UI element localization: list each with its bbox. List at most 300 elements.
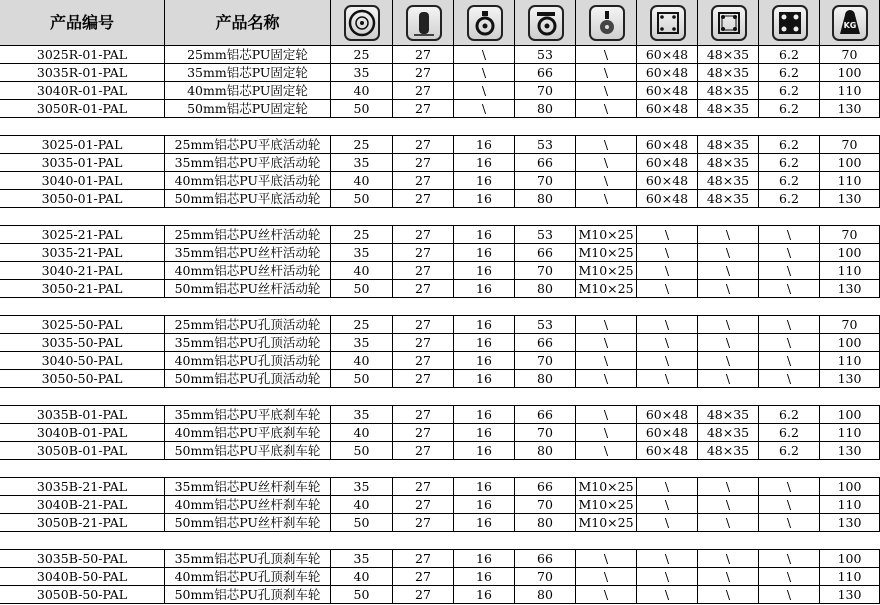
spec-value-cell: 35 xyxy=(331,334,393,352)
spec-value-cell: \ xyxy=(698,226,759,244)
spec-value-cell: 16 xyxy=(454,136,515,154)
spec-value-cell: 60×48 xyxy=(637,424,698,442)
spec-value-cell: 50 xyxy=(331,442,393,460)
spec-value-cell: 16 xyxy=(454,586,515,604)
product-name-cell: 50mm铝芯PU丝杆刹车轮 xyxy=(165,514,331,532)
kg-label: KG xyxy=(843,21,857,30)
spec-value-cell: 16 xyxy=(454,568,515,586)
spec-value-cell: \ xyxy=(454,46,515,64)
spec-value-cell: \ xyxy=(454,64,515,82)
spec-value-cell: 80 xyxy=(515,190,576,208)
product-name-cell: 35mm铝芯PU丝杆刹车轮 xyxy=(165,478,331,496)
spec-value-cell: M10×25 xyxy=(576,280,637,298)
spec-value-cell: \ xyxy=(759,352,820,370)
header-icon-cell xyxy=(637,0,698,46)
product-name-cell: 35mm铝芯PU丝杆活动轮 xyxy=(165,244,331,262)
spec-value-cell: \ xyxy=(759,280,820,298)
spec-value-cell: 53 xyxy=(515,316,576,334)
product-code-cell: 3040-01-PAL xyxy=(0,172,165,190)
spec-value-cell: 35 xyxy=(331,244,393,262)
product-name-cell: 50mm铝芯PU丝杆活动轮 xyxy=(165,280,331,298)
spec-value-cell: 80 xyxy=(515,586,576,604)
spec-value-cell: 6.2 xyxy=(759,154,820,172)
spec-value-cell: \ xyxy=(454,100,515,118)
spec-value-cell: 35 xyxy=(331,478,393,496)
header-icon-cell xyxy=(759,0,820,46)
spec-value-cell: \ xyxy=(637,244,698,262)
spec-value-cell: 80 xyxy=(515,442,576,460)
spec-value-cell: \ xyxy=(576,352,637,370)
spec-value-cell: \ xyxy=(759,334,820,352)
spec-value-cell: 27 xyxy=(393,64,454,82)
spec-value-cell: 27 xyxy=(393,550,454,568)
product-code-cell: 3040-21-PAL xyxy=(0,262,165,280)
header-icon-cell xyxy=(820,0,880,46)
spec-value-cell: 35 xyxy=(331,64,393,82)
spec-value-cell: 130 xyxy=(820,190,880,208)
table-row xyxy=(0,64,880,82)
product-code-cell: 3050R-01-PAL xyxy=(0,100,165,118)
spec-value-cell: 27 xyxy=(393,154,454,172)
spec-value-cell: \ xyxy=(698,550,759,568)
table-row xyxy=(0,172,880,190)
spec-value-cell: 27 xyxy=(393,496,454,514)
spec-value-cell: \ xyxy=(698,568,759,586)
spec-value-cell: \ xyxy=(637,514,698,532)
spec-value-cell: 60×48 xyxy=(637,46,698,64)
spec-value-cell: 27 xyxy=(393,424,454,442)
spec-value-cell: 60×48 xyxy=(637,442,698,460)
spec-value-cell: 16 xyxy=(454,550,515,568)
table-row xyxy=(0,190,880,208)
product-name-cell: 40mm铝芯PU平底活动轮 xyxy=(165,172,331,190)
spec-value-cell: \ xyxy=(637,568,698,586)
spec-value-cell: 16 xyxy=(454,172,515,190)
product-code-cell: 3040-50-PAL xyxy=(0,352,165,370)
spec-value-cell: 80 xyxy=(515,280,576,298)
spec-value-cell: 100 xyxy=(820,244,880,262)
spec-value-cell: \ xyxy=(637,280,698,298)
spec-value-cell: 66 xyxy=(515,64,576,82)
table-row xyxy=(0,136,880,154)
spec-value-cell: 6.2 xyxy=(759,136,820,154)
table-row xyxy=(0,478,880,496)
spec-value-cell: \ xyxy=(576,154,637,172)
spec-value-cell: \ xyxy=(576,370,637,388)
spec-value-cell: 16 xyxy=(454,280,515,298)
spec-value-cell: 40 xyxy=(331,262,393,280)
spec-value-cell: 27 xyxy=(393,352,454,370)
product-code-cell: 3050B-21-PAL xyxy=(0,514,165,532)
spec-value-cell: 27 xyxy=(393,514,454,532)
product-code-cell: 3050B-01-PAL xyxy=(0,442,165,460)
spec-value-cell: \ xyxy=(637,334,698,352)
spec-value-cell: 60×48 xyxy=(637,406,698,424)
bolt-spacing-icon xyxy=(711,5,747,41)
product-name-cell: 40mm铝芯PU孔顶刹车轮 xyxy=(165,568,331,586)
spec-value-cell: \ xyxy=(698,370,759,388)
spec-value-cell: 27 xyxy=(393,316,454,334)
product-code-cell: 3050-21-PAL xyxy=(0,280,165,298)
product-code-cell: 3035R-01-PAL xyxy=(0,64,165,82)
spec-value-cell: 53 xyxy=(515,46,576,64)
spec-value-cell: 16 xyxy=(454,424,515,442)
wheel-diameter-icon xyxy=(344,5,380,41)
mounting-height-icon xyxy=(528,5,564,41)
product-name-cell: 40mm铝芯PU孔顶活动轮 xyxy=(165,352,331,370)
product-name-cell: 40mm铝芯PU丝杆活动轮 xyxy=(165,262,331,280)
spec-value-cell: 16 xyxy=(454,478,515,496)
spec-value-cell: 27 xyxy=(393,334,454,352)
spec-value-cell: 27 xyxy=(393,262,454,280)
table-row xyxy=(0,550,880,568)
spec-value-cell: 60×48 xyxy=(637,64,698,82)
product-code-cell: 3050-01-PAL xyxy=(0,190,165,208)
spec-value-cell: 66 xyxy=(515,406,576,424)
spec-value-cell: 6.2 xyxy=(759,442,820,460)
spec-value-cell: 27 xyxy=(393,82,454,100)
spec-value-cell: 27 xyxy=(393,406,454,424)
spec-value-cell: \ xyxy=(576,136,637,154)
swivel-caster-icon xyxy=(467,5,503,41)
spec-value-cell: \ xyxy=(576,568,637,586)
spec-value-cell: \ xyxy=(576,190,637,208)
spec-value-cell: \ xyxy=(576,586,637,604)
spec-value-cell: 27 xyxy=(393,244,454,262)
header-name-cell xyxy=(165,0,331,46)
product-name-cell: 35mm铝芯PU固定轮 xyxy=(165,64,331,82)
spec-value-cell: 70 xyxy=(820,226,880,244)
spec-value-cell: \ xyxy=(698,244,759,262)
header-icon-cell xyxy=(698,0,759,46)
product-name-cell: 25mm铝芯PU孔顶活动轮 xyxy=(165,316,331,334)
spec-value-cell: 130 xyxy=(820,442,880,460)
spec-value-cell: \ xyxy=(759,496,820,514)
spec-value-cell: \ xyxy=(698,316,759,334)
table-row xyxy=(0,316,880,334)
spec-value-cell: 6.2 xyxy=(759,82,820,100)
spec-value-cell: 6.2 xyxy=(759,172,820,190)
spec-value-cell: \ xyxy=(576,442,637,460)
spec-value-cell: 80 xyxy=(515,370,576,388)
product-code-cell: 3035B-21-PAL xyxy=(0,478,165,496)
spec-value-cell: \ xyxy=(576,334,637,352)
spec-value-cell: 50 xyxy=(331,586,393,604)
product-code-cell: 3040B-01-PAL xyxy=(0,424,165,442)
spec-value-cell: 100 xyxy=(820,478,880,496)
spec-value-cell: 40 xyxy=(331,568,393,586)
spec-value-cell: \ xyxy=(637,226,698,244)
spec-value-cell: 70 xyxy=(515,424,576,442)
table-row xyxy=(0,244,880,262)
table-row xyxy=(0,424,880,442)
spec-value-cell: \ xyxy=(576,550,637,568)
group-spacer xyxy=(0,208,880,226)
spec-value-cell: 16 xyxy=(454,496,515,514)
header-code-cell xyxy=(0,0,165,46)
spec-value-cell: 70 xyxy=(515,496,576,514)
spec-value-cell: 80 xyxy=(515,100,576,118)
spec-value-cell: 130 xyxy=(820,280,880,298)
spec-value-cell: 110 xyxy=(820,352,880,370)
spec-value-cell: \ xyxy=(698,514,759,532)
spec-value-cell: 27 xyxy=(393,46,454,64)
spec-value-cell: 27 xyxy=(393,226,454,244)
table-row xyxy=(0,352,880,370)
spec-value-cell: \ xyxy=(698,586,759,604)
spec-value-cell: 53 xyxy=(515,226,576,244)
spec-value-cell: \ xyxy=(637,478,698,496)
spec-value-cell: \ xyxy=(759,514,820,532)
spec-value-cell: 48×35 xyxy=(698,406,759,424)
product-name-cell: 35mm铝芯PU平底刹车轮 xyxy=(165,406,331,424)
spec-value-cell: 16 xyxy=(454,514,515,532)
spec-value-cell: 48×35 xyxy=(698,64,759,82)
spec-value-cell: 27 xyxy=(393,568,454,586)
spec-value-cell: 50 xyxy=(331,370,393,388)
header-icon-cell xyxy=(576,0,637,46)
spec-value-cell: 70 xyxy=(515,568,576,586)
spec-value-cell: 27 xyxy=(393,280,454,298)
table-row xyxy=(0,514,880,532)
spec-value-cell: 6.2 xyxy=(759,100,820,118)
spec-value-cell: 16 xyxy=(454,406,515,424)
header-icon-cell xyxy=(454,0,515,46)
spec-value-cell: 60×48 xyxy=(637,136,698,154)
spec-value-cell: 70 xyxy=(820,46,880,64)
spec-value-cell: M10×25 xyxy=(576,262,637,280)
spec-value-cell: \ xyxy=(454,82,515,100)
spec-value-cell: 40 xyxy=(331,352,393,370)
product-code-cell: 3050B-50-PAL xyxy=(0,586,165,604)
product-name-cell: 25mm铝芯PU固定轮 xyxy=(165,46,331,64)
spec-value-cell: 40 xyxy=(331,172,393,190)
spec-value-cell: 48×35 xyxy=(698,136,759,154)
spec-value-cell: 48×35 xyxy=(698,190,759,208)
product-code-cell: 3040B-50-PAL xyxy=(0,568,165,586)
spec-value-cell: 35 xyxy=(331,406,393,424)
plate-size-icon xyxy=(650,5,686,41)
spec-value-cell: \ xyxy=(759,226,820,244)
spec-value-cell: 110 xyxy=(820,172,880,190)
spec-value-cell: 16 xyxy=(454,226,515,244)
spec-value-cell: 27 xyxy=(393,172,454,190)
spec-value-cell: 130 xyxy=(820,514,880,532)
spec-value-cell: 27 xyxy=(393,586,454,604)
spec-value-cell: 66 xyxy=(515,244,576,262)
load-capacity-kg-icon xyxy=(832,5,868,41)
spec-value-cell: 48×35 xyxy=(698,82,759,100)
spec-value-cell: \ xyxy=(759,316,820,334)
spec-value-cell: 100 xyxy=(820,64,880,82)
spec-value-cell: 27 xyxy=(393,478,454,496)
spec-value-cell: \ xyxy=(637,496,698,514)
spec-value-cell: 100 xyxy=(820,406,880,424)
spec-value-cell: 110 xyxy=(820,568,880,586)
header-code-label: 产品编号 xyxy=(49,13,114,32)
table-row xyxy=(0,568,880,586)
spec-value-cell: 25 xyxy=(331,46,393,64)
table-row xyxy=(0,82,880,100)
spec-value-cell: \ xyxy=(576,46,637,64)
spec-value-cell: M10×25 xyxy=(576,478,637,496)
spec-value-cell: 48×35 xyxy=(698,442,759,460)
spec-value-cell: 60×48 xyxy=(637,154,698,172)
table-row xyxy=(0,100,880,118)
product-name-cell: 50mm铝芯PU孔顶刹车轮 xyxy=(165,586,331,604)
wheel-width-icon xyxy=(406,5,442,41)
product-code-cell: 3040B-21-PAL xyxy=(0,496,165,514)
spec-value-cell: \ xyxy=(576,64,637,82)
spec-value-cell: 6.2 xyxy=(759,406,820,424)
product-name-cell: 35mm铝芯PU平底活动轮 xyxy=(165,154,331,172)
table-row xyxy=(0,586,880,604)
spec-value-cell: 66 xyxy=(515,478,576,496)
spec-value-cell: 25 xyxy=(331,136,393,154)
spec-value-cell: 70 xyxy=(820,136,880,154)
group-spacer xyxy=(0,388,880,406)
product-name-cell: 50mm铝芯PU平底活动轮 xyxy=(165,190,331,208)
spec-value-cell: 100 xyxy=(820,334,880,352)
spec-value-cell: 50 xyxy=(331,190,393,208)
spec-value-cell: 110 xyxy=(820,496,880,514)
header-icon-cell xyxy=(331,0,393,46)
spec-value-cell: 70 xyxy=(515,172,576,190)
spec-value-cell: 66 xyxy=(515,334,576,352)
spec-value-cell: 130 xyxy=(820,586,880,604)
spec-value-cell: 50 xyxy=(331,514,393,532)
product-code-cell: 3035-01-PAL xyxy=(0,154,165,172)
group-spacer xyxy=(0,118,880,136)
spec-value-cell: 60×48 xyxy=(637,82,698,100)
group-spacer xyxy=(0,532,880,550)
spec-value-cell: \ xyxy=(637,370,698,388)
product-code-cell: 3025-50-PAL xyxy=(0,316,165,334)
spec-value-cell: M10×25 xyxy=(576,244,637,262)
spec-value-cell: \ xyxy=(637,352,698,370)
spec-value-cell: \ xyxy=(637,586,698,604)
spec-value-cell: 27 xyxy=(393,100,454,118)
spec-value-cell: 6.2 xyxy=(759,46,820,64)
spec-value-cell: \ xyxy=(759,586,820,604)
spec-value-cell: 48×35 xyxy=(698,100,759,118)
table-row xyxy=(0,280,880,298)
spec-value-cell: 35 xyxy=(331,154,393,172)
spec-value-cell: 40 xyxy=(331,424,393,442)
spec-value-cell: 16 xyxy=(454,244,515,262)
spec-value-cell: 25 xyxy=(331,226,393,244)
spec-value-cell: 110 xyxy=(820,262,880,280)
product-code-cell: 3050-50-PAL xyxy=(0,370,165,388)
spec-value-cell: M10×25 xyxy=(576,514,637,532)
spec-value-cell: \ xyxy=(698,262,759,280)
table-row xyxy=(0,442,880,460)
spec-value-cell: \ xyxy=(759,550,820,568)
spec-value-cell: 16 xyxy=(454,442,515,460)
threaded-stem-icon xyxy=(589,5,625,41)
spec-value-cell: 27 xyxy=(393,136,454,154)
product-name-cell: 25mm铝芯PU丝杆活动轮 xyxy=(165,226,331,244)
spec-value-cell: \ xyxy=(698,496,759,514)
spec-value-cell: \ xyxy=(759,262,820,280)
spec-value-cell: \ xyxy=(698,334,759,352)
spec-value-cell: 48×35 xyxy=(698,424,759,442)
spec-value-cell: 60×48 xyxy=(637,100,698,118)
product-code-cell: 3025-21-PAL xyxy=(0,226,165,244)
spec-value-cell: \ xyxy=(759,568,820,586)
spec-value-cell: 130 xyxy=(820,370,880,388)
spec-value-cell: 6.2 xyxy=(759,424,820,442)
spec-value-cell: 16 xyxy=(454,334,515,352)
spec-value-cell: \ xyxy=(759,370,820,388)
spec-value-cell: 16 xyxy=(454,190,515,208)
spec-value-cell: 16 xyxy=(454,316,515,334)
product-name-cell: 25mm铝芯PU平底活动轮 xyxy=(165,136,331,154)
product-name-cell: 50mm铝芯PU孔顶活动轮 xyxy=(165,370,331,388)
product-code-cell: 3025-01-PAL xyxy=(0,136,165,154)
product-code-cell: 3025R-01-PAL xyxy=(0,46,165,64)
spec-value-cell: 60×48 xyxy=(637,190,698,208)
product-code-cell: 3035-50-PAL xyxy=(0,334,165,352)
product-name-cell: 40mm铝芯PU固定轮 xyxy=(165,82,331,100)
spec-value-cell: 70 xyxy=(515,352,576,370)
table-row xyxy=(0,46,880,64)
spec-value-cell: 27 xyxy=(393,442,454,460)
spec-value-cell: 110 xyxy=(820,424,880,442)
spec-value-cell: 70 xyxy=(515,82,576,100)
spec-value-cell: 66 xyxy=(515,154,576,172)
product-name-cell: 35mm铝芯PU孔顶刹车轮 xyxy=(165,550,331,568)
product-code-cell: 3035B-01-PAL xyxy=(0,406,165,424)
product-code-cell: 3040R-01-PAL xyxy=(0,82,165,100)
spec-value-cell: 70 xyxy=(515,262,576,280)
bolt-hole-icon xyxy=(772,5,808,41)
product-name-cell: 50mm铝芯PU固定轮 xyxy=(165,100,331,118)
spec-value-cell: 40 xyxy=(331,82,393,100)
spec-value-cell: 6.2 xyxy=(759,64,820,82)
header-icon-cell xyxy=(515,0,576,46)
spec-value-cell: 100 xyxy=(820,154,880,172)
spec-value-cell: \ xyxy=(576,82,637,100)
spec-value-cell: M10×25 xyxy=(576,496,637,514)
table-row xyxy=(0,262,880,280)
spec-value-cell: 50 xyxy=(331,280,393,298)
spec-value-cell: 40 xyxy=(331,496,393,514)
spec-value-cell: 27 xyxy=(393,370,454,388)
spec-value-cell: \ xyxy=(637,316,698,334)
spec-value-cell: 16 xyxy=(454,352,515,370)
spec-value-cell: 50 xyxy=(331,100,393,118)
group-spacer xyxy=(0,460,880,478)
spec-value-cell: \ xyxy=(698,280,759,298)
product-name-cell: 40mm铝芯PU丝杆刹车轮 xyxy=(165,496,331,514)
spec-value-cell: \ xyxy=(698,478,759,496)
header-icon-cell xyxy=(393,0,454,46)
spec-value-cell: 48×35 xyxy=(698,154,759,172)
spec-value-cell: \ xyxy=(576,406,637,424)
spec-value-cell: \ xyxy=(576,172,637,190)
spec-value-cell: \ xyxy=(698,352,759,370)
spec-value-cell: \ xyxy=(576,424,637,442)
spec-value-cell: 35 xyxy=(331,550,393,568)
spec-value-cell: 27 xyxy=(393,190,454,208)
spec-value-cell: 110 xyxy=(820,82,880,100)
spec-value-cell: 6.2 xyxy=(759,190,820,208)
spec-value-cell: 16 xyxy=(454,262,515,280)
table-row xyxy=(0,154,880,172)
spec-value-cell: 16 xyxy=(454,370,515,388)
spec-value-cell: 25 xyxy=(331,316,393,334)
